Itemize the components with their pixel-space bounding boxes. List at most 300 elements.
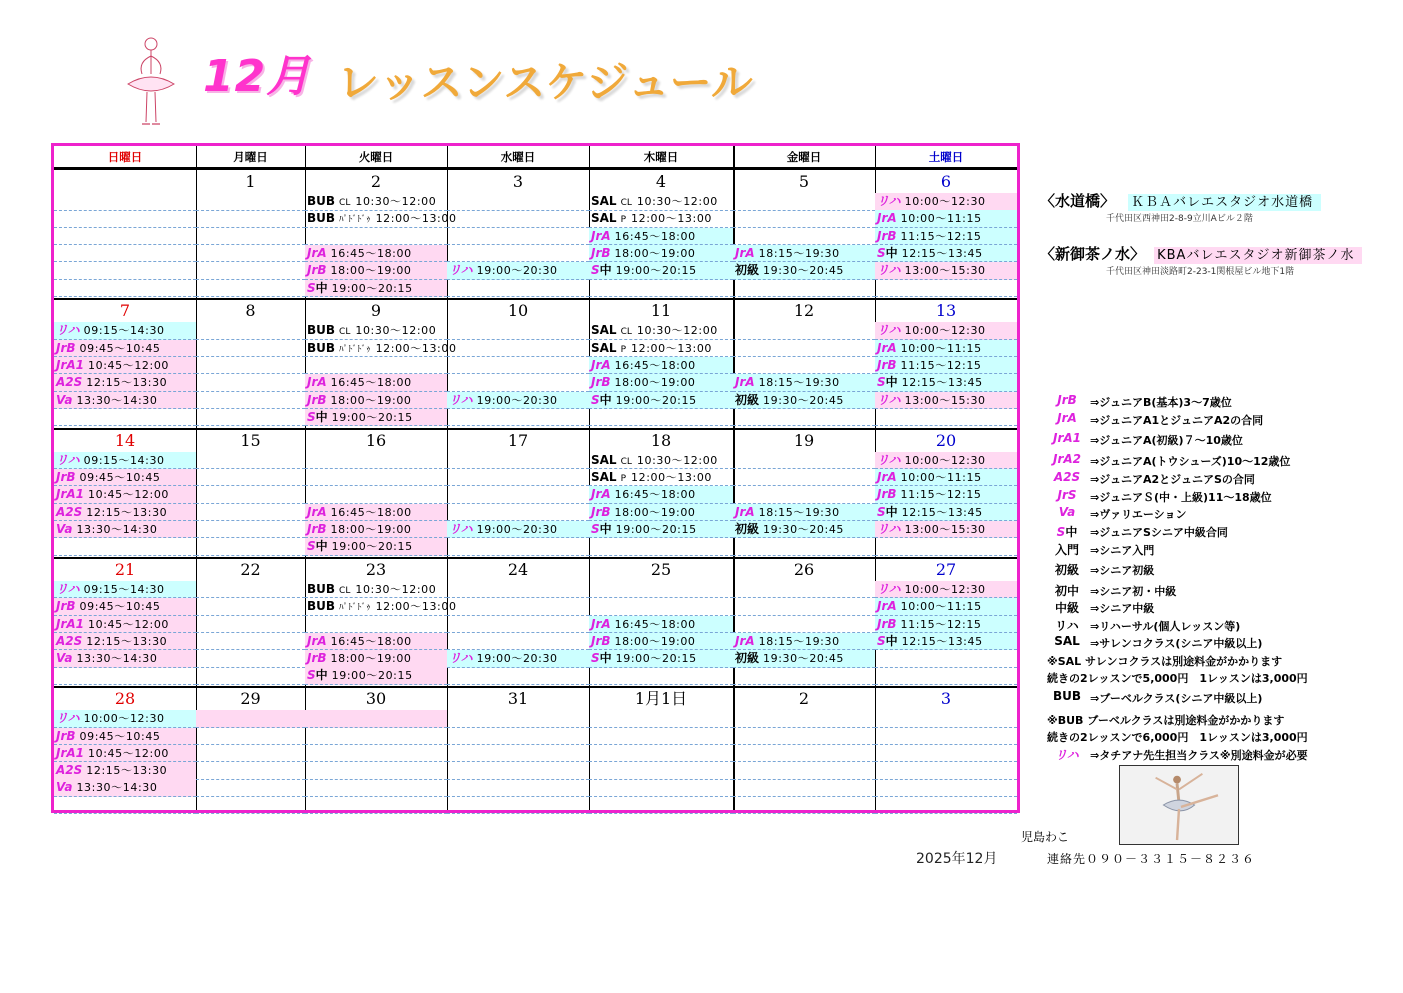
lesson-time: 09:45〜10:45 <box>79 600 161 614</box>
lesson-slot <box>447 762 589 780</box>
date-number: 1 <box>245 172 256 191</box>
lesson-time: 10:00〜12:30 <box>904 582 986 596</box>
class-code: JrB <box>307 651 327 666</box>
legend-desc: ⇒サレンコクラス(シニア中級以上) <box>1090 637 1263 650</box>
lesson-time: 11:15〜12:15 <box>900 617 982 631</box>
legend-desc: ⇒ジュニアＳ(中・上級)11〜18歳位 <box>1090 491 1272 504</box>
lesson-time: 11:15〜12:15 <box>900 229 982 243</box>
legend-code: Va <box>1058 505 1076 519</box>
studio-name: ＫＢＡバレエスタジオ水道橋 <box>1128 194 1321 211</box>
lesson-slot <box>54 193 196 211</box>
lesson-slot <box>196 340 305 358</box>
lesson-slot <box>54 797 196 815</box>
lesson-time: 13:00〜15:30 <box>904 264 986 278</box>
lesson-time: 18:00〜19:00 <box>330 264 412 278</box>
lesson-slot <box>447 322 589 340</box>
class-code: JrB <box>591 504 611 519</box>
class-code: JrA <box>591 616 611 631</box>
lesson-slot <box>54 521 196 539</box>
lesson-slot <box>589 728 733 746</box>
lesson-time: 10:30〜12:00 <box>636 195 718 208</box>
lesson-time: 18:15〜19:30 <box>758 505 840 519</box>
lesson-slot <box>589 633 733 651</box>
class-code: JrB <box>56 728 76 743</box>
lesson-slot <box>196 228 305 246</box>
lesson-slot <box>54 486 196 504</box>
legend-code: 中級 <box>1054 601 1079 615</box>
lesson-time: 18:00〜19:00 <box>614 634 696 648</box>
lesson-slot <box>447 710 589 728</box>
lesson-time: 10:45〜12:00 <box>88 617 170 631</box>
lesson-time: 12:00〜13:00 <box>631 212 713 226</box>
lesson-slot <box>447 598 589 616</box>
lesson-time: 10:00〜11:15 <box>900 212 982 226</box>
legend-desc: ⇒ジュニアA(トウシューズ)10〜12歳位 <box>1090 455 1291 468</box>
lesson-slot <box>196 728 305 746</box>
lesson-time: 13:30〜14:30 <box>76 522 158 536</box>
lesson-slot <box>447 616 589 634</box>
class-code: JrA <box>591 228 611 243</box>
lesson-slot <box>196 452 305 470</box>
lesson-time: 09:45〜10:45 <box>79 341 161 355</box>
date-number: 18 <box>650 430 672 450</box>
lesson-slot <box>305 745 447 763</box>
class-code: JrB <box>877 228 897 243</box>
lesson-time: 10:30〜12:00 <box>355 195 437 208</box>
lesson-time: 16:45〜18:00 <box>614 229 696 243</box>
lesson-time: 19:00〜20:15 <box>331 540 413 554</box>
sal-note: ※SAL サレンコクラスは別途料金がかかります <box>1047 655 1283 668</box>
lesson-time: 10:30〜12:00 <box>636 324 718 338</box>
class-code: リハ <box>56 581 80 596</box>
lesson-slot <box>196 392 305 410</box>
date-number: 3 <box>940 689 952 709</box>
class-code: リハ <box>56 323 80 338</box>
lesson-time: 10:00〜11:15 <box>900 341 982 355</box>
class-code: JrB <box>591 245 611 260</box>
class-code: JrA <box>735 633 755 648</box>
lesson-slot <box>305 245 447 263</box>
lesson-time: 19:30〜20:45 <box>763 393 845 407</box>
class-code: A2S <box>56 633 83 648</box>
lesson-slot <box>196 779 305 797</box>
date-number: 12 <box>793 301 815 321</box>
date-number: 26 <box>793 559 815 579</box>
lesson-slot <box>196 797 305 815</box>
date-number: 22 <box>240 559 261 579</box>
class-code: A2S <box>56 375 83 390</box>
class-code: BUB <box>307 194 336 208</box>
lesson-slot <box>589 340 733 358</box>
class-code: JrA1 <box>56 357 85 372</box>
lesson-slot <box>733 667 875 685</box>
lesson-slot <box>54 357 196 375</box>
lesson-time: 12:00〜13:00 <box>631 470 713 484</box>
lesson-slot <box>875 228 1017 246</box>
date-number: 13 <box>935 301 957 321</box>
legend-code: 入門 <box>1054 543 1079 557</box>
lesson-slot <box>733 633 875 651</box>
class-code: BUB <box>307 340 336 355</box>
studio-address: 千代田区神田淡路町2-23-1関根屋ビル地下1階 <box>1106 267 1295 277</box>
lesson-slot <box>733 452 875 470</box>
lesson-time: 19:00〜20:15 <box>331 281 413 295</box>
lesson-time: 13:00〜15:30 <box>904 522 986 536</box>
date-number: 28 <box>114 689 136 709</box>
legend-code: JrS <box>1057 488 1077 502</box>
location-label: 〈水道橋〉 <box>1040 192 1116 210</box>
lesson-slot <box>589 797 733 815</box>
lesson-slot <box>305 538 447 556</box>
lesson-time: 09:45〜10:45 <box>79 729 161 743</box>
lesson-slot <box>733 340 875 358</box>
weekday-header: 土曜日 <box>928 150 964 164</box>
lesson-slot <box>875 521 1017 539</box>
lesson-time: 10:00〜12:30 <box>904 195 986 208</box>
lesson-time: 12:15〜13:45 <box>901 505 983 519</box>
class-subtype: CL <box>339 327 351 338</box>
class-code: リハ <box>449 521 473 536</box>
class-code: A2S <box>56 504 83 519</box>
lesson-time: 10:00〜12:30 <box>904 453 986 467</box>
lesson-slot <box>589 538 733 556</box>
lesson-time: 16:45〜18:00 <box>614 617 696 631</box>
class-code: BUB <box>307 211 336 226</box>
class-code: リハ <box>877 452 901 467</box>
lesson-slot <box>589 228 733 246</box>
lesson-time: 16:45〜18:00 <box>330 376 412 390</box>
class-code: リハ <box>449 263 473 278</box>
lesson-slot <box>589 322 733 340</box>
lesson-slot <box>305 797 447 815</box>
class-code: JrA1 <box>56 487 85 502</box>
lesson-time: 18:00〜19:00 <box>330 393 412 407</box>
class-code: リハ <box>877 581 901 596</box>
lesson-time: 12:15〜13:30 <box>86 764 168 778</box>
lesson-slot <box>875 598 1017 616</box>
lesson-slot <box>305 280 447 298</box>
lesson-time: 09:15〜14:30 <box>83 453 165 467</box>
date-number: 27 <box>935 559 957 579</box>
lesson-slot <box>733 357 875 375</box>
lesson-slot <box>54 745 196 763</box>
class-code: JrB <box>56 599 76 614</box>
lesson-slot <box>447 452 589 470</box>
class-code: JrA <box>735 504 755 519</box>
class-subtype: CL <box>620 198 632 208</box>
class-subtype: CL <box>620 327 632 338</box>
lesson-slot <box>447 392 589 410</box>
class-code: JrB <box>591 375 611 390</box>
lesson-slot <box>305 504 447 522</box>
lesson-time: 10:00〜11:15 <box>900 600 982 614</box>
lesson-slot <box>54 538 196 556</box>
class-subtype: CL <box>339 198 351 208</box>
lesson-slot <box>196 667 305 685</box>
lesson-slot <box>54 581 196 599</box>
lesson-slot <box>875 262 1017 280</box>
lesson-slot <box>733 210 875 228</box>
lesson-slot <box>305 357 447 375</box>
lesson-slot <box>875 340 1017 358</box>
lesson-slot <box>589 779 733 797</box>
lesson-slot <box>875 322 1017 340</box>
weekday-header-divider <box>54 146 1017 170</box>
lesson-time: 12:15〜13:30 <box>86 634 168 648</box>
lesson-slot <box>196 710 305 728</box>
legend-code: JrA1 <box>1052 431 1082 445</box>
lesson-time: 16:45〜18:00 <box>330 634 412 648</box>
lesson-slot <box>875 650 1017 668</box>
class-code: 初級 <box>735 651 760 666</box>
lesson-time: 19:00〜20:15 <box>331 669 413 683</box>
lesson-time: 11:15〜12:15 <box>900 358 982 372</box>
class-code: JrA1 <box>56 616 85 631</box>
legend-desc: ⇒ヴァリエーション <box>1090 508 1187 521</box>
lesson-slot <box>875 193 1017 211</box>
class-subtype: P <box>620 215 627 226</box>
date-number: 8 <box>245 301 256 321</box>
lesson-slot <box>733 521 875 539</box>
class-code: リハ <box>877 194 901 208</box>
date-number: 6 <box>940 172 952 191</box>
class-subtype: ﾊﾟﾄﾞﾄﾞｩ <box>339 603 371 614</box>
lesson-slot <box>305 710 447 728</box>
legend-code: JrA <box>1057 411 1077 425</box>
lesson-slot <box>447 193 589 211</box>
lesson-time: 19:00〜20:15 <box>615 264 697 278</box>
legend-desc-bub: ⇒ブーベルクラス(シニア中級以上) <box>1090 692 1263 705</box>
legend-code-bub: BUB <box>1052 689 1082 703</box>
lesson-slot <box>589 504 733 522</box>
class-code: JrA <box>877 211 897 226</box>
date-number <box>54 170 196 192</box>
lesson-slot <box>875 797 1017 815</box>
lesson-time: 10:45〜12:00 <box>88 488 170 502</box>
lesson-slot <box>447 469 589 487</box>
lesson-slot <box>733 374 875 392</box>
location-shinochanomizu <box>1040 243 1362 264</box>
lesson-slot <box>733 193 875 211</box>
lesson-slot <box>875 452 1017 470</box>
lesson-time: 12:00〜13:00 <box>375 341 457 355</box>
lesson-slot <box>875 633 1017 651</box>
lesson-slot <box>875 616 1017 634</box>
lesson-slot <box>875 409 1017 427</box>
lesson-slot <box>733 280 875 298</box>
weekday-header: 金曜日 <box>786 150 822 164</box>
date-number: 1月1日 <box>634 689 688 709</box>
class-code: 初級 <box>735 521 760 536</box>
lesson-slot <box>589 193 733 211</box>
contact-phone: 連絡先０９０－３３１５－８２３６ <box>1047 852 1256 866</box>
lesson-slot <box>733 616 875 634</box>
class-code: SAL <box>591 194 617 208</box>
lesson-time: 10:45〜12:00 <box>88 746 170 760</box>
lesson-slot <box>196 762 305 780</box>
date-number: 2 <box>798 689 810 709</box>
lesson-time: 13:30〜14:30 <box>76 652 158 666</box>
lesson-slot <box>196 650 305 668</box>
lesson-slot <box>305 581 447 599</box>
lesson-time: 10:30〜12:00 <box>355 324 437 338</box>
lesson-slot <box>589 667 733 685</box>
class-code: JrA <box>877 340 897 355</box>
class-code: JrA <box>307 375 327 390</box>
lesson-slot <box>54 728 196 746</box>
legend-desc: ⇒ジュニアA1とジュニアA2の合同 <box>1090 414 1264 427</box>
lesson-slot <box>54 245 196 263</box>
lesson-slot <box>196 486 305 504</box>
lesson-slot <box>733 710 875 728</box>
class-code: 初級 <box>735 263 760 278</box>
class-code: JrA <box>591 487 611 502</box>
lesson-slot <box>733 598 875 616</box>
lesson-slot <box>447 633 589 651</box>
class-code: JrA <box>877 469 897 484</box>
class-code: S中 <box>591 521 612 536</box>
lesson-slot <box>447 521 589 539</box>
lesson-slot <box>447 228 589 246</box>
lesson-slot <box>447 357 589 375</box>
lesson-slot <box>54 262 196 280</box>
lesson-slot <box>305 193 447 211</box>
lesson-slot <box>875 357 1017 375</box>
class-code: リハ <box>877 263 901 278</box>
lesson-slot <box>305 762 447 780</box>
lesson-slot <box>447 262 589 280</box>
lesson-slot <box>305 228 447 246</box>
lesson-slot <box>305 779 447 797</box>
lesson-slot <box>875 374 1017 392</box>
lesson-slot <box>54 340 196 358</box>
legend-code: JrB <box>1057 393 1077 407</box>
class-code: リハ <box>877 392 901 407</box>
class-code: S中 <box>307 280 328 295</box>
date-number: 23 <box>365 559 387 579</box>
lesson-time: 18:15〜19:30 <box>758 246 840 260</box>
lesson-slot <box>54 322 196 340</box>
location-suidobashi <box>1040 190 1321 211</box>
lesson-time: 19:00〜20:30 <box>476 393 558 407</box>
lesson-slot <box>305 210 457 228</box>
lesson-time: 12:00〜13:00 <box>631 341 713 355</box>
class-code: BUB <box>307 323 336 338</box>
weekday-header: 火曜日 <box>358 150 394 164</box>
class-code: BUB <box>307 599 336 614</box>
lesson-slot <box>305 521 447 539</box>
class-code: JrA <box>307 633 327 648</box>
lesson-time: 19:00〜20:15 <box>615 652 697 666</box>
lesson-time: 16:45〜18:00 <box>614 358 696 372</box>
legend-code: SAL <box>1054 634 1080 648</box>
lesson-slot <box>54 210 196 228</box>
class-code: Va <box>56 521 73 536</box>
legend-desc: ⇒シニア中級 <box>1090 602 1155 615</box>
class-code: Va <box>56 780 73 795</box>
lesson-time: 12:15〜13:30 <box>86 376 168 390</box>
lesson-slot <box>305 322 447 340</box>
class-code: SAL <box>591 452 617 467</box>
lesson-slot <box>875 486 1017 504</box>
lesson-time: 19:00〜20:30 <box>476 652 558 666</box>
lesson-slot <box>305 633 447 651</box>
legend-desc: ⇒ジュニアSシニア中級合同 <box>1090 526 1228 539</box>
lesson-slot <box>875 581 1017 599</box>
lesson-slot <box>196 357 305 375</box>
lesson-slot <box>875 392 1017 410</box>
lesson-slot <box>196 193 305 211</box>
lesson-slot <box>733 392 875 410</box>
date-number: 3 <box>512 172 524 191</box>
weekday-header: 木曜日 <box>643 150 679 164</box>
lesson-time: 18:00〜19:00 <box>614 505 696 519</box>
class-code: S中 <box>307 539 328 554</box>
lesson-slot <box>589 452 733 470</box>
lesson-time: 12:00〜13:00 <box>375 212 457 226</box>
date-number: 29 <box>240 689 261 709</box>
legend-desc: ⇒ジュニアA2とジュニアSの合同 <box>1090 473 1255 486</box>
class-code: JrA1 <box>56 745 85 760</box>
lesson-slot <box>733 762 875 780</box>
studio-address: 千代田区西神田2-8-9立川Aビル２階 <box>1106 214 1253 224</box>
date-number: 24 <box>507 559 529 579</box>
lesson-slot <box>733 409 875 427</box>
class-code: S中 <box>591 263 612 278</box>
class-code: JrA <box>735 375 755 390</box>
lesson-time: 18:15〜19:30 <box>758 376 840 390</box>
lesson-slot <box>54 616 196 634</box>
lesson-slot <box>305 650 447 668</box>
class-subtype: ﾊﾟﾄﾞﾄﾞｩ <box>339 215 371 226</box>
lesson-calendar <box>51 143 1020 813</box>
lesson-slot <box>447 728 589 746</box>
lesson-slot <box>589 409 733 427</box>
class-code: 初級 <box>735 392 760 407</box>
lesson-slot <box>54 228 196 246</box>
lesson-slot <box>589 210 733 228</box>
lesson-slot <box>589 392 733 410</box>
lesson-slot <box>305 262 447 280</box>
class-code: S中 <box>307 668 328 683</box>
date-number: 9 <box>370 301 382 321</box>
lesson-slot <box>589 650 733 668</box>
class-code: Va <box>56 392 73 407</box>
class-code: SAL <box>591 340 617 355</box>
class-code: S中 <box>307 409 328 424</box>
lesson-time: 19:00〜20:15 <box>331 410 413 424</box>
class-code: A2S <box>56 763 83 778</box>
lesson-slot <box>54 374 196 392</box>
legend-code: リハ <box>1055 619 1079 633</box>
date-number: 4 <box>655 172 667 191</box>
class-code: JrA <box>591 357 611 372</box>
lesson-slot <box>447 409 589 427</box>
lesson-slot <box>733 228 875 246</box>
legend-code: A2S <box>1053 470 1081 484</box>
lesson-slot <box>196 322 305 340</box>
month-title: 12月 <box>203 51 312 102</box>
lesson-slot <box>196 262 305 280</box>
lesson-slot <box>196 280 305 298</box>
lesson-slot <box>305 728 447 746</box>
class-subtype: CL <box>620 456 632 467</box>
class-code: リハ <box>56 452 80 467</box>
lesson-slot <box>589 280 733 298</box>
lesson-time: 12:15〜13:45 <box>901 376 983 390</box>
lesson-slot <box>196 616 305 634</box>
lesson-slot <box>196 210 305 228</box>
